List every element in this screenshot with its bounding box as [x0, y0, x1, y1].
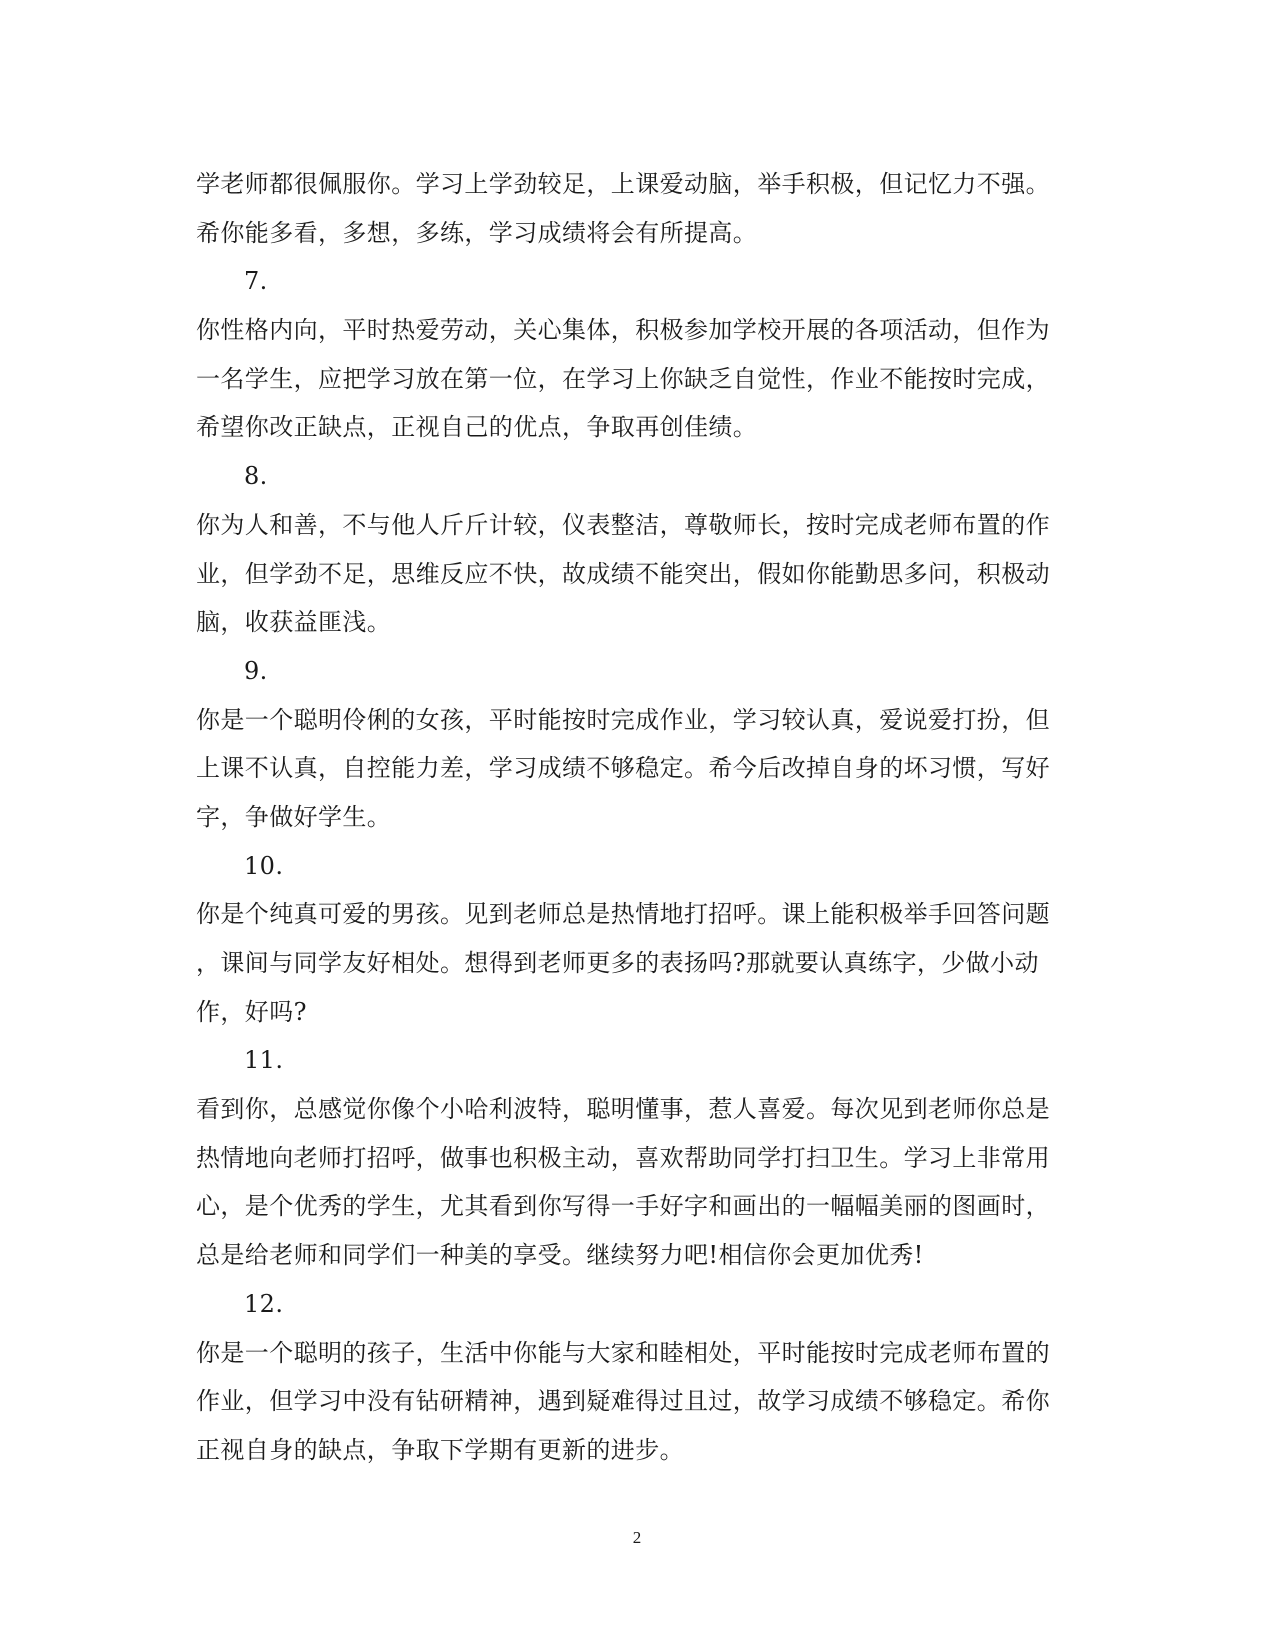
text-line: 心，是个优秀的学生，尤其看到你写得一手好字和画出的一幅幅美丽的图画时，	[196, 1192, 1050, 1221]
text-line: ，课间与同学友好相处。想得到老师更多的表扬吗?那就要认真练字，少做小动	[196, 949, 1039, 977]
text-line: 作业，但学习中没有钻研精神，遇到疑难得过且过，故学习成绩不够稳定。希你	[196, 1387, 1050, 1416]
item-number: 10.	[244, 851, 284, 880]
item-number: 9.	[244, 656, 268, 685]
text-line: 作，好吗?	[196, 997, 307, 1026]
text-line: 热情地向老师打招呼，做事也积极主动，喜欢帮助同学打扫卫生。学习上非常用	[196, 1143, 1050, 1172]
text-line: 业，但学劲不足，思维反应不快，故成绩不能突出，假如你能勤思多问，积极动	[196, 559, 1050, 588]
text-line: 你是一个聪明的孩子，生活中你能与大家和睦相处，平时能按时完成老师布置的	[196, 1338, 1050, 1367]
text-line: 你是一个聪明伶俐的女孩，平时能按时完成作业，学习较认真，爱说爱打扮，但	[196, 705, 1050, 734]
text-line: 脑，收获益匪浅。	[196, 608, 392, 637]
item-number: 7.	[244, 267, 268, 296]
text-line: 总是给老师和同学们一种美的享受。继续努力吧!相信你会更加优秀!	[196, 1241, 924, 1270]
item-number: 12.	[244, 1289, 284, 1318]
text-line: 希望你改正缺点，正视自己的优点，争取再创佳绩。	[196, 413, 758, 442]
page-number: 2	[632, 1528, 642, 1547]
text-line: 字，争做好学生。	[196, 802, 392, 831]
text-line: 你是个纯真可爱的男孩。见到老师总是热情地打招呼。课上能积极举手回答问题	[196, 900, 1050, 929]
item-number: 11.	[244, 1046, 284, 1075]
text-line: 希你能多看，多想，多练，学习成绩将会有所提高。	[196, 218, 758, 247]
text-line: 一名学生，应把学习放在第一位，在学习上你缺乏自觉性，作业不能按时完成，	[196, 364, 1050, 393]
text-line: 你性格内向，平时热爱劳动，关心集体，积极参加学校开展的各项活动，但作为	[196, 316, 1050, 345]
text-line: 学老师都很佩服你。学习上学劲较足，上课爱动脑，举手积极，但记忆力不强。	[196, 170, 1050, 198]
document-body	[196, 160, 1076, 1475]
text-line: 看到你，总感觉你像个小哈利波特，聪明懂事，惹人喜爱。每次见到老师你总是	[196, 1095, 1050, 1124]
item-number: 8.	[244, 462, 268, 491]
text-line: 你为人和善，不与他人斤斤计较，仪表整洁，尊敬师长，按时完成老师布置的作	[196, 510, 1050, 539]
text-line: 正视自身的缺点，争取下学期有更新的进步。	[196, 1435, 684, 1464]
text-line: 上课不认真，自控能力差，学习成绩不够稳定。希今后改掉自身的坏习惯，写好	[196, 754, 1050, 783]
